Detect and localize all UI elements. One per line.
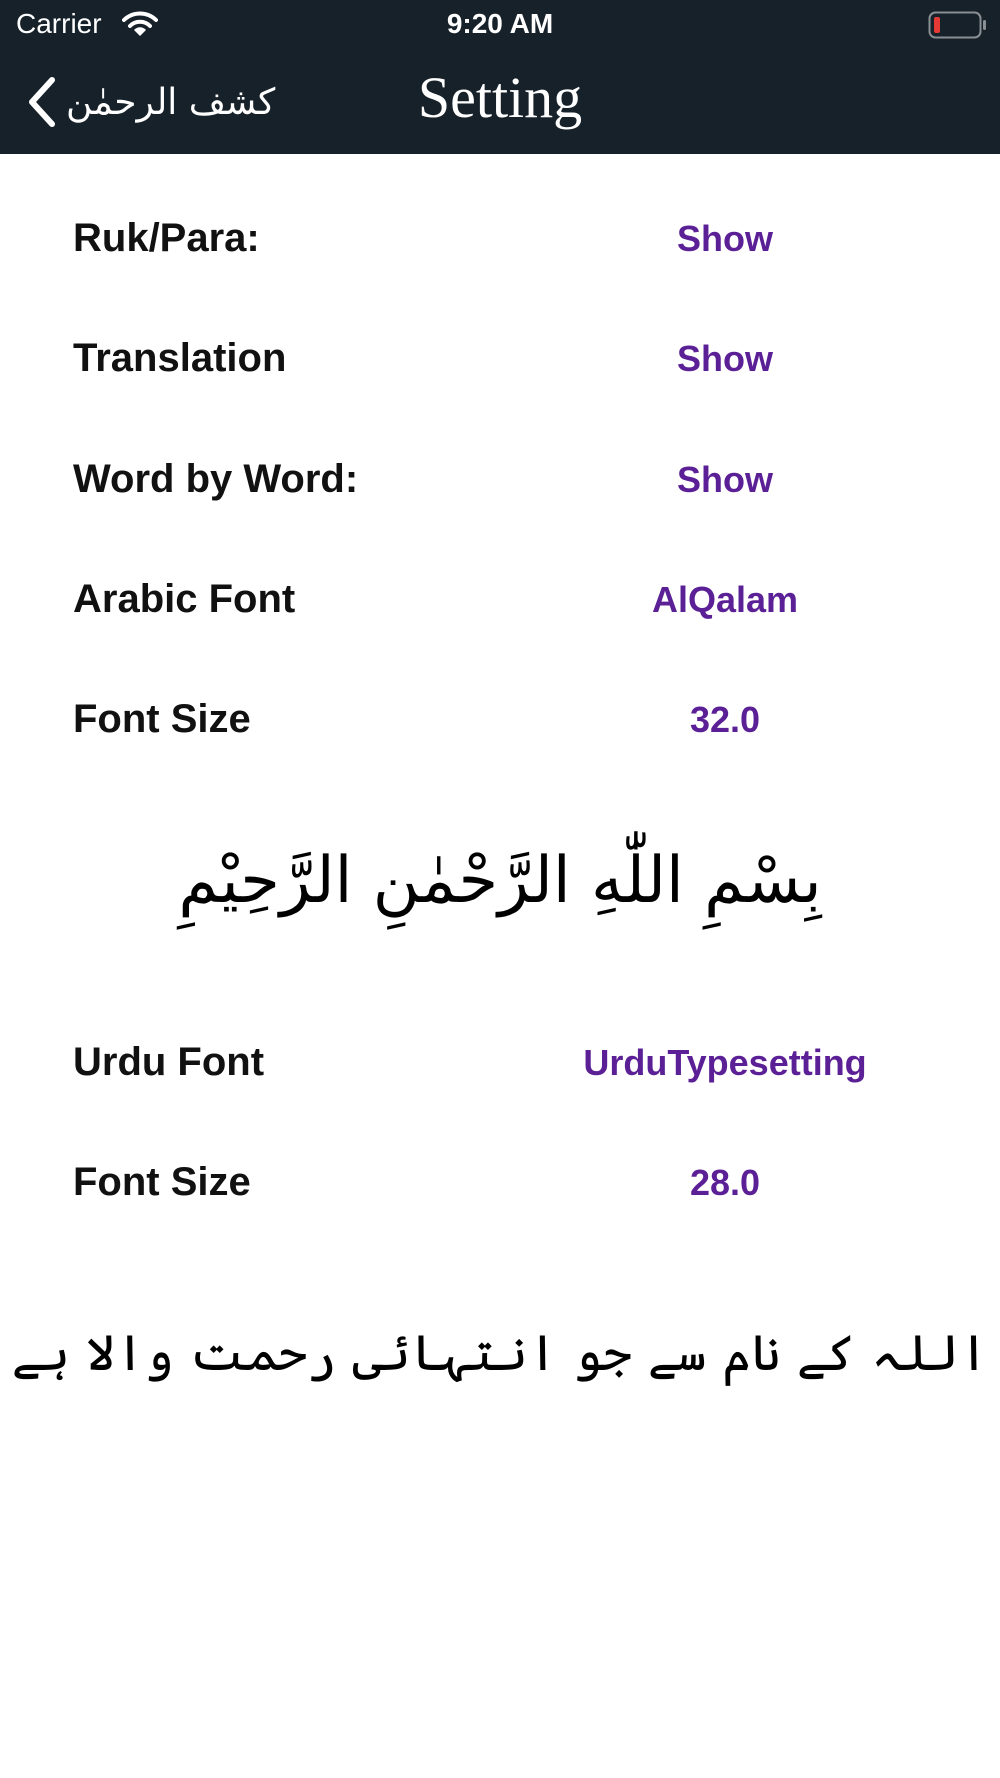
urdu-font-preview: اللہ کے نام سے جو انتہائی رحمت والا ہے: [11, 1324, 989, 1382]
page-title: Setting: [417, 65, 583, 130]
battery-icon: [928, 11, 988, 39]
setting-label: Font Size: [73, 697, 251, 741]
setting-label: Ruk/Para:: [73, 216, 260, 260]
setting-label: Arabic Font: [73, 577, 296, 621]
setting-row-translation: [0, 318, 1000, 398]
setting-row-ruk-para: [0, 198, 1000, 278]
urdu-font-size-selector[interactable]: 28.0: [689, 1162, 761, 1203]
status-bar: [0, 0, 1000, 50]
arabic-font-selector[interactable]: AlQalam: [651, 579, 799, 620]
word-by-word-toggle-button[interactable]: Show: [677, 459, 773, 500]
status-time: 9:20 AM: [446, 8, 554, 39]
setting-label: Word by Word:: [73, 457, 359, 501]
setting-row-arabic-font: [0, 559, 1000, 639]
urdu-font-selector[interactable]: UrduTypesetting: [583, 1042, 867, 1083]
ruk-para-toggle-button[interactable]: Show: [677, 218, 773, 259]
setting-row-urdu-font: [0, 1022, 1000, 1102]
setting-label: Translation: [73, 336, 287, 380]
carrier-label: Carrier: [16, 8, 102, 39]
setting-label: Font Size: [73, 1160, 251, 1204]
setting-row-word-by-word: [0, 439, 1000, 519]
setting-row-arabic-font-size: [0, 679, 1000, 759]
setting-row-urdu-font-size: [0, 1142, 1000, 1222]
back-label: کشف الرحمٰن: [66, 81, 276, 123]
top-bar: [0, 0, 1000, 154]
arabic-font-size-selector[interactable]: 32.0: [689, 699, 761, 740]
setting-label: Urdu Font: [73, 1040, 265, 1084]
navigation-bar: [0, 50, 1000, 154]
arabic-font-preview: بِسْمِ اللّٰهِ الرَّحْمٰنِ الرَّحِيْمِ: [178, 844, 822, 918]
translation-toggle-button[interactable]: Show: [677, 338, 773, 379]
